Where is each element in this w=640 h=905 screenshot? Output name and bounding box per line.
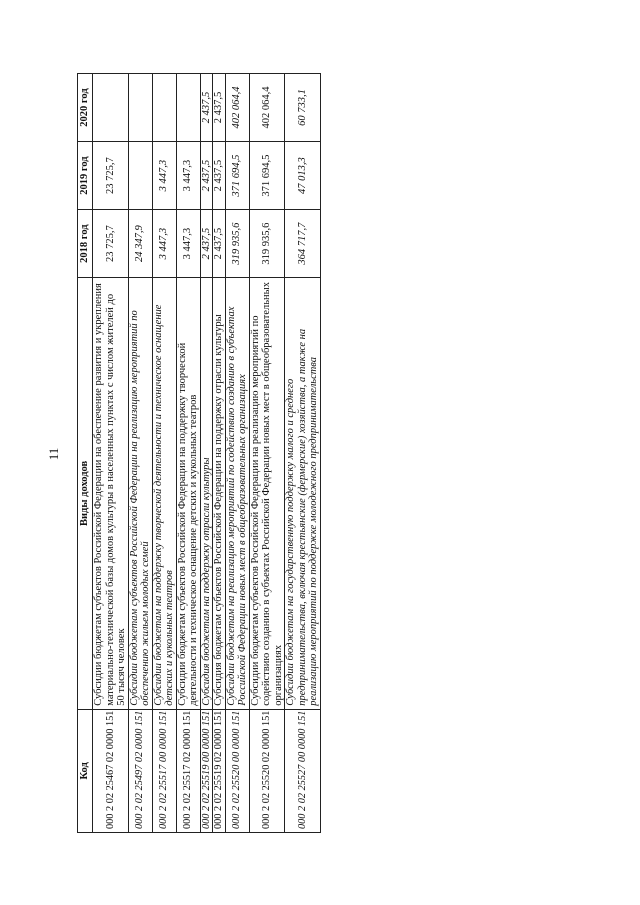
row-income-type-cell: Субсидии бюджетам субъектов Российской Федерации на реализацию мероприятий по содействию созданию в субъектах Российской Федерации новых мест в общеобразовательных организациях bbox=[249, 278, 285, 710]
table-row bbox=[249, 74, 285, 833]
row-income-type-cell: Субсидия бюджетам на поддержку отрасли культуры bbox=[200, 278, 213, 710]
table-body bbox=[93, 74, 321, 833]
row-value-2018: 3 447,3 bbox=[152, 210, 176, 278]
page-number: 11 bbox=[46, 447, 61, 461]
row-code-cell: 000 2 02 25520 02 0000 151 bbox=[249, 709, 285, 832]
table-row bbox=[200, 74, 213, 833]
row-value-2020 bbox=[176, 74, 200, 142]
row-income-type-cell: Субсидия бюджетам субъектов Российской Федерации на поддержку отрасли культуры bbox=[213, 278, 226, 710]
row-code-cell: 000 2 02 25517 00 0000 151 bbox=[152, 709, 176, 832]
table-row bbox=[93, 74, 129, 833]
row-value-2020: 60 733,1 bbox=[285, 74, 321, 142]
table-row bbox=[285, 74, 321, 833]
row-value-2019: 2 437,5 bbox=[200, 142, 213, 210]
row-code-cell: 000 2 02 25497 02 0000 151 bbox=[128, 709, 152, 832]
row-value-2020: 2 437,5 bbox=[200, 74, 213, 142]
row-income-type-cell: Субсидии бюджетам на реализацию мероприятий по содействию созданию в субъектах Российской Федерации новых мест в общеобразовательных организациях bbox=[225, 278, 249, 710]
table-row bbox=[225, 74, 249, 833]
row-code-cell: 000 2 02 25519 00 0000 151 bbox=[200, 709, 213, 832]
row-value-2019: 23 725,7 bbox=[93, 142, 129, 210]
column-header-2018: 2018 год bbox=[78, 210, 93, 278]
row-value-2019: 371 694,5 bbox=[249, 142, 285, 210]
row-value-2020 bbox=[152, 74, 176, 142]
row-code-cell: 000 2 02 25519 02 0000 151 bbox=[213, 709, 226, 832]
row-value-2019 bbox=[128, 142, 152, 210]
row-value-2020: 402 064,4 bbox=[249, 74, 285, 142]
row-value-2018: 319 935,6 bbox=[225, 210, 249, 278]
row-code-cell: 000 2 02 25467 02 0000 151 bbox=[93, 709, 129, 832]
row-value-2018: 23 725,7 bbox=[93, 210, 129, 278]
column-header-code: Код bbox=[78, 709, 93, 832]
table-header-row bbox=[78, 74, 93, 833]
row-value-2019: 3 447,3 bbox=[152, 142, 176, 210]
row-value-2018: 24 347,9 bbox=[128, 210, 152, 278]
column-header-2020: 2020 год bbox=[78, 74, 93, 142]
income-table-sheet bbox=[77, 73, 333, 833]
column-header-2019: 2019 год bbox=[78, 142, 93, 210]
row-value-2019: 47 013,3 bbox=[285, 142, 321, 210]
row-value-2019: 3 447,3 bbox=[176, 142, 200, 210]
row-code-cell: 000 2 02 25520 00 0000 151 bbox=[225, 709, 249, 832]
row-value-2020: 2 437,5 bbox=[213, 74, 226, 142]
row-value-2019: 371 694,5 bbox=[225, 142, 249, 210]
row-income-type-cell: Субсидии бюджетам на поддержку творческой деятельности и техническое оснащение детских и кукольных театров bbox=[152, 278, 176, 710]
row-value-2018: 2 437,5 bbox=[213, 210, 226, 278]
row-value-2018: 3 447,3 bbox=[176, 210, 200, 278]
row-value-2018: 319 935,6 bbox=[249, 210, 285, 278]
table-row bbox=[152, 74, 176, 833]
column-header-income-type: Виды доходов bbox=[78, 278, 93, 710]
row-code-cell: 000 2 02 25517 02 0000 151 bbox=[176, 709, 200, 832]
row-income-type-cell: Субсидии бюджетам субъектов Российской Федерации на поддержку творческой деятельности и техническое оснащение детских и кукольных театров bbox=[176, 278, 200, 710]
row-value-2020: 402 064,4 bbox=[225, 74, 249, 142]
row-value-2020 bbox=[93, 74, 129, 142]
table-row bbox=[213, 74, 226, 833]
row-value-2020 bbox=[128, 74, 152, 142]
row-value-2018: 2 437,5 bbox=[200, 210, 213, 278]
income-table bbox=[77, 73, 321, 833]
row-income-type-cell: Субсидии бюджетам субъектов Российской Федерации на реализацию мероприятий по обеспечению жильем молодых семей bbox=[128, 278, 152, 710]
row-income-type-cell: Субсидии бюджетам субъектов Российской Федерации на обеспечение развития и укрепления материально-технической базы домов культуры в населенных пунктах с числом жителей до 50 тысяч человек bbox=[93, 278, 129, 710]
table-row bbox=[176, 74, 200, 833]
table-row bbox=[128, 74, 152, 833]
row-code-cell: 000 2 02 25527 00 0000 151 bbox=[285, 709, 321, 832]
row-value-2019: 2 437,5 bbox=[213, 142, 226, 210]
row-value-2018: 364 717,7 bbox=[285, 210, 321, 278]
row-income-type-cell: Субсидии бюджетам на государственную поддержку малого и среднего предпринимательства, включая крестьянские (фермерские) хозяйства, а также на реализацию мероприятий по поддержке молодежного предпринимательства bbox=[285, 278, 321, 710]
